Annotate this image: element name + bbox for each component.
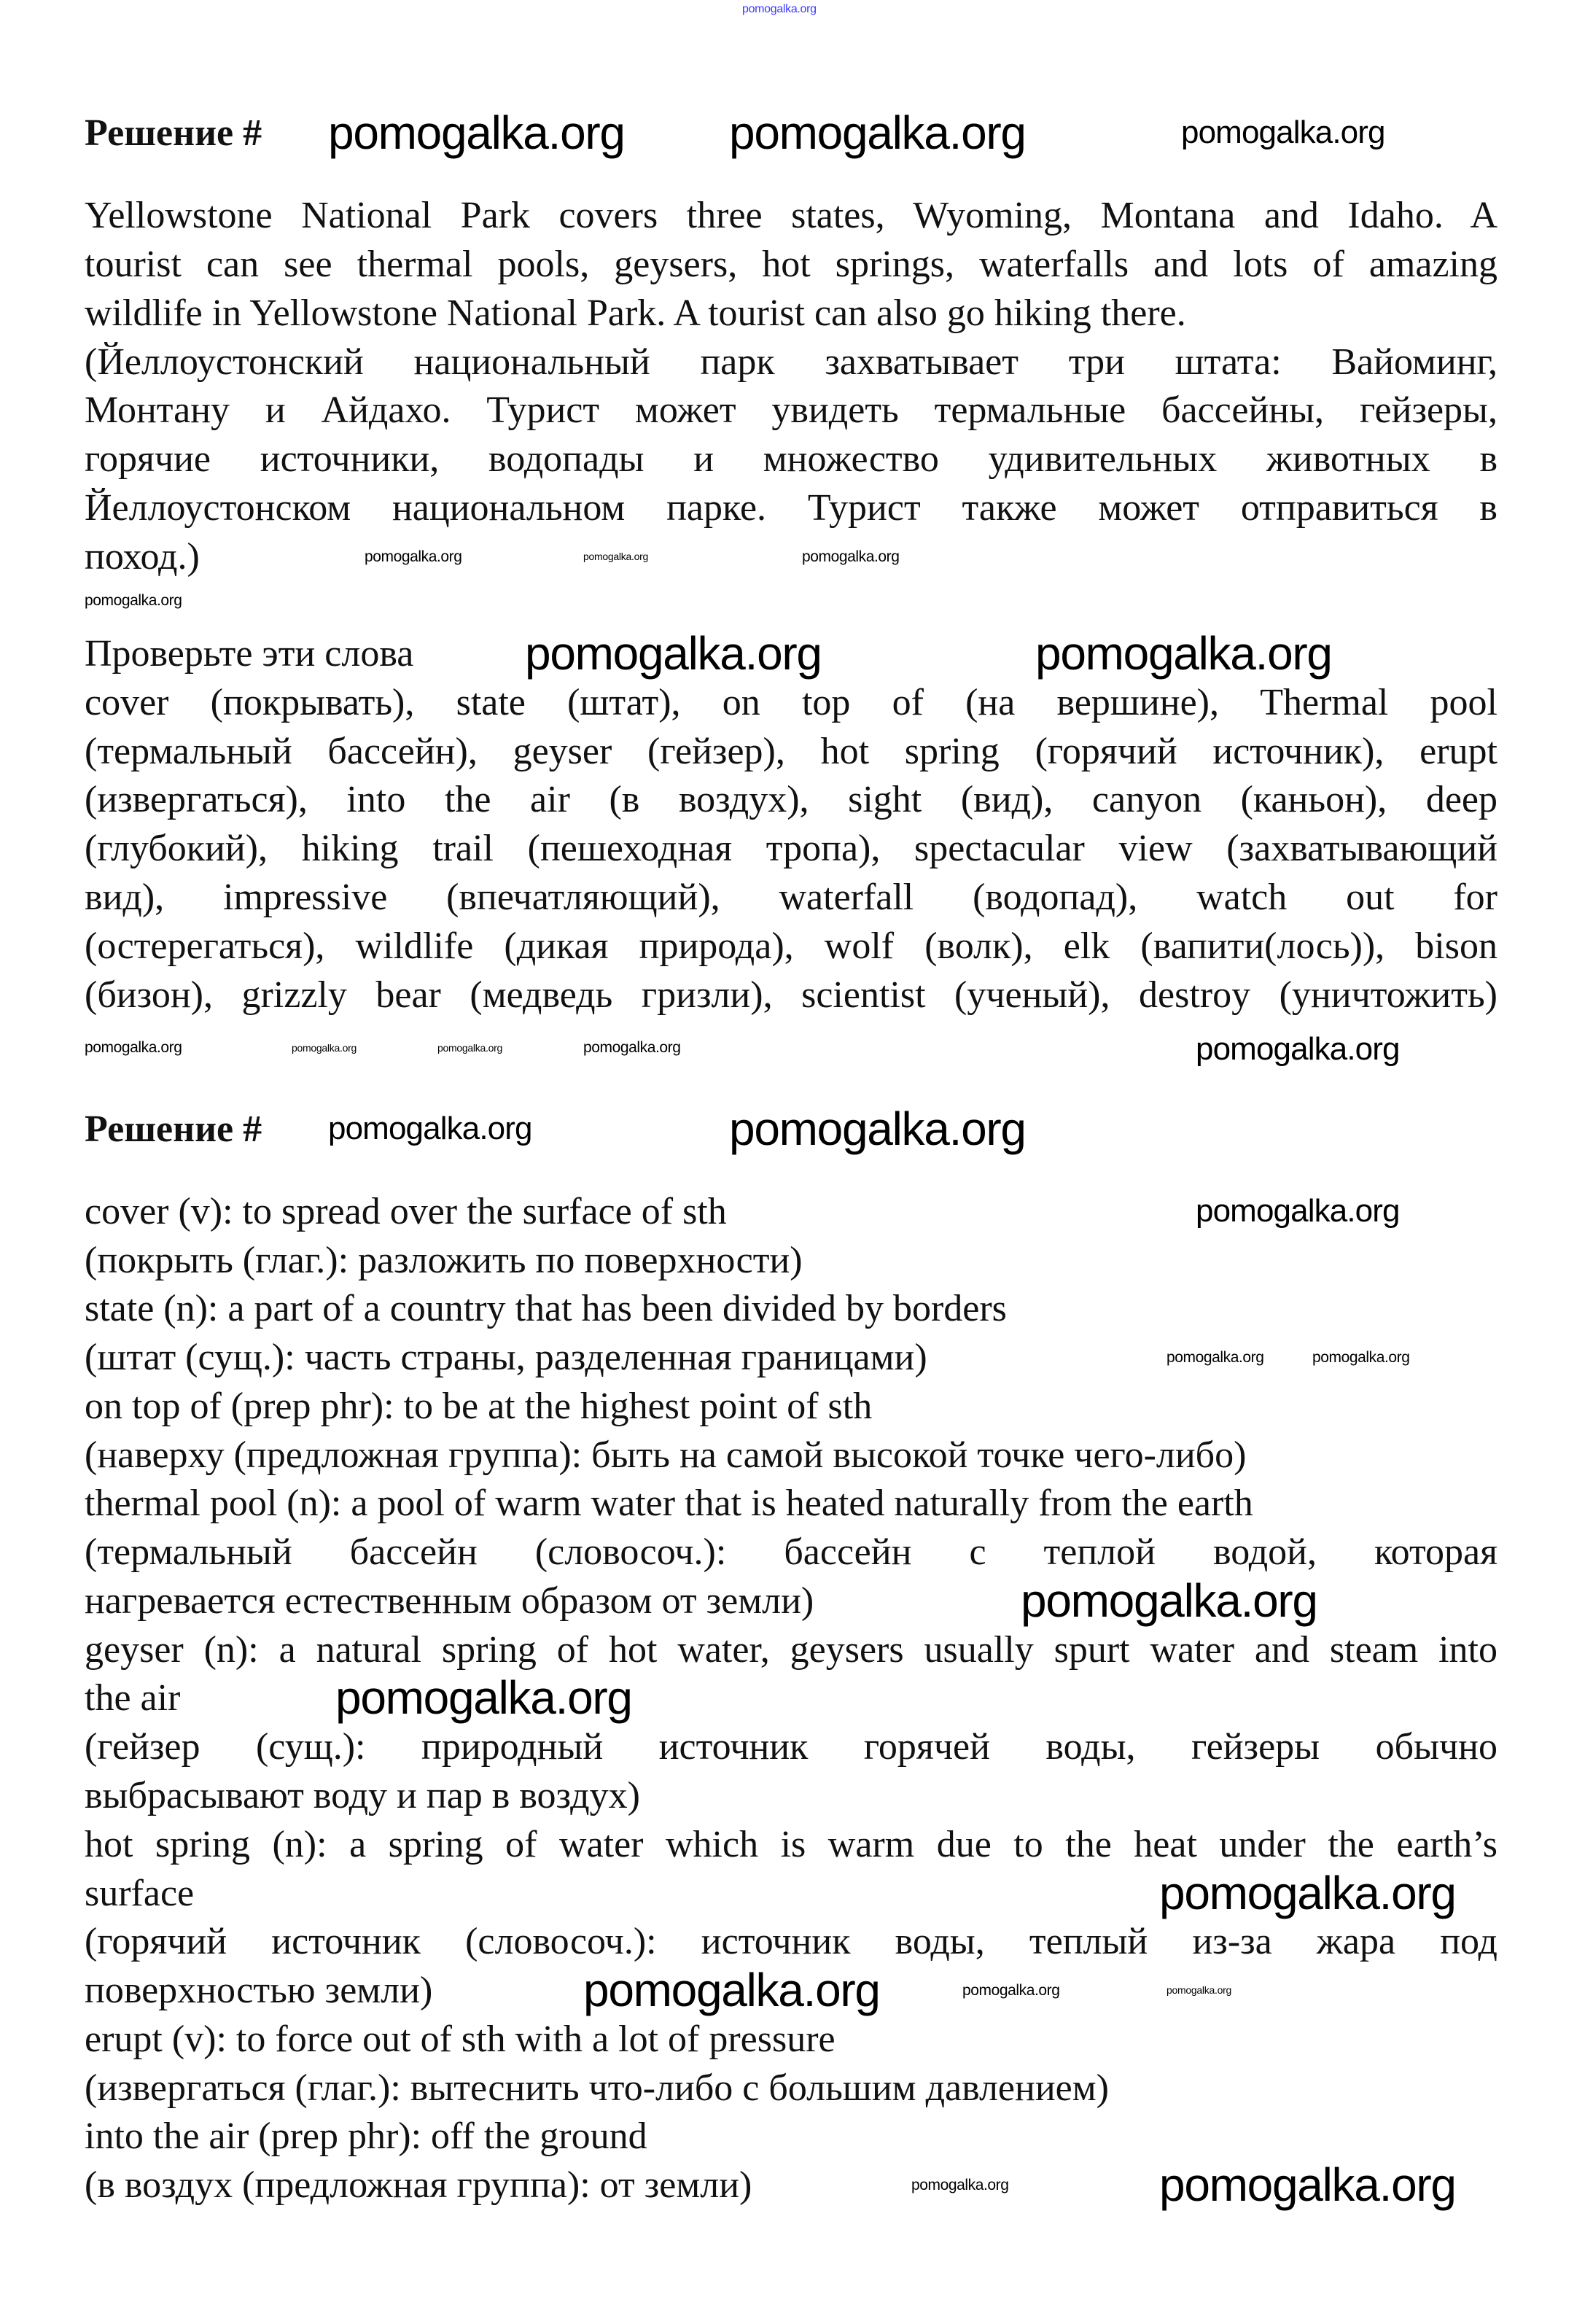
vocabulary-line: вид), impressive (впечатляющий), waterfall (водопад), watch out for [85,877,1497,918]
vocabulary-line: cover (покрывать), state (штат), on top of (на вершине), Thermal pool [85,682,1497,723]
definition-line: geyser (n): a natural spring of hot water, geysers usually spurt water and steam into [85,1629,1497,1671]
watermark: pomogalka.org [328,106,625,159]
watermark: pomogalka.org [292,1042,357,1054]
watermark: pomogalka.org [1159,1867,1456,1919]
paragraph-line: Йеллоустонском национальном парке. Турист также может отправиться в [85,487,1497,529]
definition-line: cover (v): to spread over the surface of sth [85,1191,727,1232]
watermark: pomogalka.org [85,1039,182,1056]
definition-line: the air [85,1677,181,1719]
definition-line: (горячий источник (словосоч.): источник воды, теплый из-за жара под [85,1921,1497,1962]
watermark: pomogalka.org [583,1964,880,2016]
section-heading: Решение # [85,1108,262,1150]
vocabulary-line: (бизон), grizzly bear (медведь гризли), scientist (ученый), destroy (уничтожить) [85,974,1497,1016]
watermark: pomogalka.org [583,1039,681,1056]
definition-line: нагревается естественным образом от земли) [85,1580,814,1622]
watermark: pomogalka.org [742,3,817,15]
watermark: pomogalka.org [729,1103,1026,1155]
watermark: pomogalka.org [1159,2158,1456,2211]
watermark: pomogalka.org [525,627,822,680]
watermark: pomogalka.org [85,592,182,609]
definition-line: erupt (v): to force out of sth with a lot of pressure [85,2018,836,2060]
vocabulary-line: (глубокий), hiking trail (пешеходная тропа), spectacular view (захватывающий [85,828,1497,869]
definition-line: (термальный бассейн (словосоч.): бассейн с теплой водой, которая [85,1531,1497,1573]
watermark: pomogalka.org [802,548,900,565]
vocabulary-line: (остерегаться), wildlife (дикая природа), wolf (волк), elk (вапити(лось)), bison [85,925,1497,967]
definition-line: (в воздух (предложная группа): от земли) [85,2164,752,2206]
watermark: pomogalka.org [1196,1193,1400,1229]
definition-line: thermal pool (n): a pool of warm water that is heated naturally from the earth [85,1482,1253,1524]
watermark: pomogalka.org [911,2177,1009,2193]
definition-line: surface [85,1873,195,1914]
watermark: pomogalka.org [1181,114,1385,150]
definition-line: on top of (prep phr): to be at the highest point of sth [85,1386,873,1427]
paragraph-line: tourist can see thermal pools, geysers, hot springs, waterfalls and lots of amazing [85,244,1497,285]
paragraph-line: горячие источники, водопады и множество удивительных животных в [85,438,1497,480]
definition-line: into the air (prep phr): off the ground [85,2115,647,2157]
vocabulary-line: (термальный бассейн), geyser (гейзер), hot spring (горячий источник), erupt [85,731,1497,772]
paragraph-line: Монтану и Айдахо. Турист может увидеть термальные бассейны, гейзеры, [85,389,1497,431]
vocabulary-line: (извергаться), into the air (в воздух), sight (вид), canyon (каньон), deep [85,779,1497,820]
watermark: pomogalka.org [365,548,462,565]
watermark: pomogalka.org [583,551,648,562]
definition-line: (покрыть (глаг.): разложить по поверхности) [85,1240,803,1281]
watermark: pomogalka.org [1166,1984,1231,1996]
paragraph-line: (Йеллоустонский национальный парк захватывает три штата: Вайоминг, [85,341,1497,383]
section-heading: Решение # [85,112,262,154]
watermark: pomogalka.org [335,1671,632,1724]
watermark: pomogalka.org [729,106,1026,159]
definition-line: поверхностью земли) [85,1970,433,2011]
definition-line: выбрасывают воду и пар в воздух) [85,1775,640,1816]
paragraph-line: Yellowstone National Park covers three states, Wyoming, Montana and Idaho. A [85,195,1497,236]
watermark: pomogalka.org [1035,627,1332,680]
definition-line: (извергаться (глаг.): вытеснить что-либо с большим давлением) [85,2067,1109,2109]
definition-line: (штат (сущ.): часть страны, разделенная границами) [85,1337,927,1378]
watermark: pomogalka.org [962,1982,1060,1999]
paragraph-line: wildlife in Yellowstone National Park. A tourist can also go hiking there. [85,292,1186,334]
paragraph-line: поход.) [85,536,200,578]
definition-line: (наверху (предложная группа): быть на самой высокой точке чего-либо) [85,1434,1247,1476]
watermark: pomogalka.org [1021,1574,1317,1627]
watermark: pomogalka.org [437,1042,502,1054]
watermark: pomogalka.org [1312,1349,1410,1366]
vocabulary-title: Проверьте эти слова [85,633,414,675]
watermark: pomogalka.org [328,1111,532,1146]
definition-line: (гейзер (сущ.): природный источник горячей воды, гейзеры обычно [85,1726,1497,1768]
watermark: pomogalka.org [1166,1349,1264,1366]
watermark: pomogalka.org [1196,1031,1400,1067]
definition-line: hot spring (n): a spring of water which is warm due to the heat under the earth’s [85,1824,1497,1865]
definition-line: state (n): a part of a country that has been divided by borders [85,1288,1007,1329]
